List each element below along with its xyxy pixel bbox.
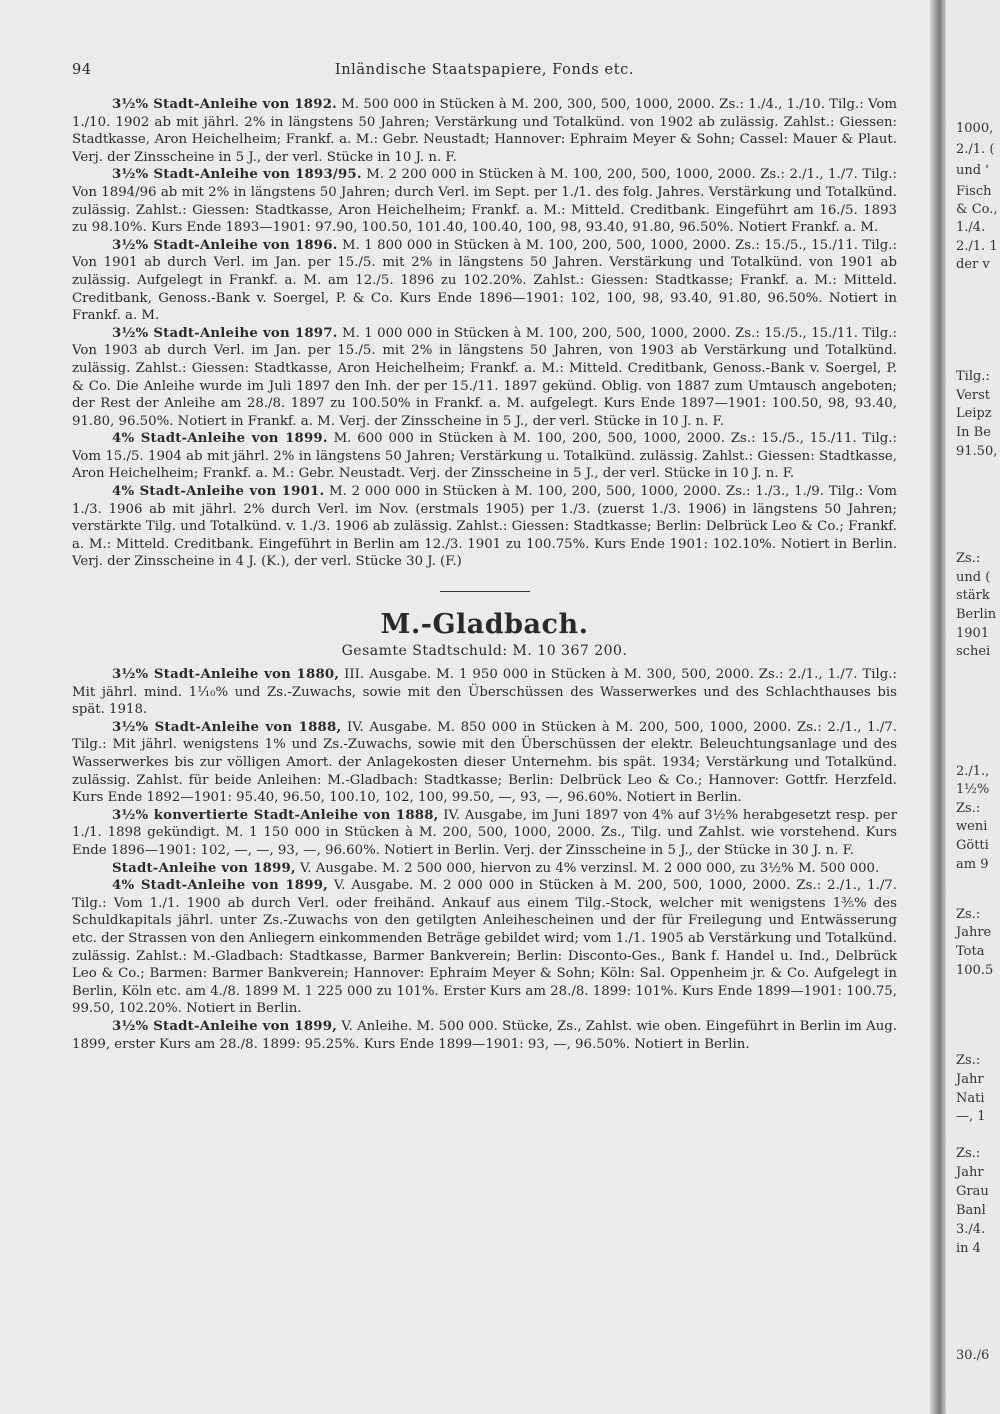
- facing-page-line: und (: [956, 570, 991, 585]
- facing-page-line: 1901: [956, 626, 990, 641]
- book-gutter: [930, 0, 946, 1414]
- facing-page-line: in 4: [956, 1241, 981, 1256]
- bond-entry: [72, 430, 897, 483]
- bond-title: 4% Stadt-Anleihe von 1901.: [112, 484, 325, 500]
- bond-title: Stadt-Anleihe von 1899,: [112, 860, 296, 876]
- city-heading: M.-Gladbach.: [380, 609, 589, 641]
- facing-page-line: Grau: [956, 1184, 989, 1199]
- facing-page-line: Jahre: [956, 925, 992, 940]
- bond-details: III. Ausgabe. M. 1 950 000 in Stücken à M. 300, 500, 2000. Zs.: 2./1., 1./7. Tilg.: Mit jährl. mind. 1¹⁄₁₀% und Zs.-Zuwachs, sowie mit den Überschüssen des Wasserwerkes und des Schlachthauses bis spät. 1918.: [72, 667, 897, 718]
- bond-details: M. 2 200 000 in Stücken à M. 100, 200, 500, 1000, 2000. Zs.: 2./1., 1./7. Tilg.: Von 1894/96 ab mit 2% in längstens 50 Jahren; durch Verl. im Sept. per 1./1. des folg. Jahres. Verstärkung und Totalkünd. zulässig. Zahlst.: Giessen: Stadtkasse, Aron Heichelheim; Frankf. a. M.: Mitteld. Creditbank. Eingeführt am 16./5. 1893 zu 98.10%. Kurs Ende 1893—1901: 97.90, 100.50, 101.40, 100.40, 100, 98, 93.40, 91.80, 96.50%. Notiert Frankf. a. M.: [72, 167, 897, 236]
- facing-page-line: 1./4.: [956, 220, 986, 235]
- section-divider: [440, 591, 530, 592]
- facing-page-line: am 9: [956, 857, 989, 872]
- bond-title: 3½% Stadt-Anleihe von 1880,: [112, 667, 340, 683]
- facing-page-line: Tilg.:: [956, 369, 990, 384]
- bond-entry: [72, 1018, 897, 1053]
- bond-title: 3½% Stadt-Anleihe von 1888,: [112, 719, 342, 735]
- facing-page-line: weni: [956, 819, 988, 834]
- running-title: Inländische Staatspapiere, Fonds etc.: [334, 62, 635, 78]
- facing-page-line: Götti: [956, 838, 989, 853]
- bond-entry: [72, 877, 897, 1018]
- facing-page-line: Zs.:: [956, 907, 981, 922]
- facing-page-line: Leipz: [956, 406, 992, 421]
- bond-details: IV. Ausgabe, im Juni 1897 von 4% auf 3½% herabgesetzt resp. per 1./1. 1898 gekündigt. M. 1 150 000 in Stücken à M. 200, 500, 1000, 2000. Zs., Tilg. und Zahlst. wie vorstehend. Kurs Ende 1896—1901: 102, —, —, 93, —, 96.60%. Notiert in Berlin. Verj. der Zinsscheine in 5 J., der Stücke in 30 J. n. F.: [72, 807, 897, 858]
- facing-page-line: schei: [956, 644, 991, 659]
- bond-details: M. 1 800 000 in Stücken à M. 100, 200, 500, 1000, 2000. Zs.: 15./5., 15./11. Tilg.: Von 1901 ab durch Verl. im Jan. per 15./5. mit 2% in längstens 50 Jahren. Verstärkung und Totalkünd. von 1901 ab zulässig. Aufgelegt in Frankf. a. M. am 12./5. 1896 zu 102.20%. Zahlst.: Giessen: Stadtkasse; Frankf. a. M.: Mitteld. Creditbank, Genoss.-Bank v. Soergel, P. & Co. Kurs Ende 1896—1901: 102, 100, 98, 93.40, 91.80, 96.50%. Notiert in Frankf. a. M.: [72, 237, 897, 324]
- bond-title: 3½% Stadt-Anleihe von 1893/95.: [112, 167, 362, 183]
- facing-page-line: Zs.:: [956, 1053, 981, 1068]
- facing-page-fragment: [946, 0, 1000, 1414]
- facing-page-line: und ': [956, 163, 989, 178]
- bond-title: 4% Stadt-Anleihe von 1899.: [112, 431, 328, 447]
- bond-entry: [72, 237, 897, 325]
- bond-entry: [72, 483, 897, 571]
- section-gladbach-loans: [72, 666, 897, 1053]
- facing-page-line: 30./6: [956, 1348, 990, 1363]
- facing-page-line: Zs.:: [956, 1146, 981, 1161]
- facing-page-line: 1000,: [956, 121, 994, 136]
- bond-details: M. 600 000 in Stücken à M. 100, 200, 500, 1000, 2000. Zs.: 15./5., 15./11. Tilg.: Vom 15./5. 1904 ab mit jährl. 2% in längstens 50 Jahren; Verstärkung u. Totalkünd. zulässig. Zahlst.: Giessen: Stadtkasse, Aron Heichelheim; Frankf. a. M.: Gebr. Neustadt. Verj. der Zinsscheine in 5 J., der verl. Stücke in 10 J. n. F.: [72, 431, 897, 482]
- bond-entry: [72, 860, 897, 878]
- page-body: [72, 96, 897, 1053]
- bond-entry: [72, 96, 897, 166]
- facing-page-line: In Be: [956, 425, 991, 440]
- facing-page-line: 100.5: [956, 963, 994, 978]
- bond-title: 3½% Stadt-Anleihe von 1899,: [112, 1018, 338, 1034]
- facing-page-line: Banl: [956, 1203, 986, 1218]
- facing-page-line: —, 1: [956, 1109, 986, 1124]
- page-number: 94: [72, 62, 92, 78]
- bond-details: M. 1 000 000 in Stücken à M. 100, 200, 500, 1000, 2000. Zs.: 15./5., 15./11. Tilg.: Von 1903 ab durch Verl. im Jan. per 15./5. mit 2% in längstens 50 Jahren, von 1903 ab Verstärkung und Totalkünd. zulässig. Zahlst.: Giessen: Stadtkasse, Aron Heichelheim; Frankf. a. M.: Mitteld. Creditbank, Genoss.-Bank v. Soergel, P. & Co. Die Anleihe wurde im Juli 1897 den Inh. der per 15./11. 1897 gekünd. Oblig. von 1887 zum Umtausch angeboten; der Rest der Anleihe am 28./8. 1897 zu 100.50% in Frankf. a. M. aufgelegt. Kurs Ende 1897—1901: 100.50, 98, 93.40, 91.80, 96.50%. Notiert in Frankf. a. M. Verj. der Zinsscheine in 5 J., der verl. Stücke in 10 J. n. F.: [72, 325, 897, 429]
- bond-entry: [72, 666, 897, 719]
- facing-page-line: der v: [956, 257, 990, 272]
- facing-page-line: 2./1.,: [956, 764, 990, 779]
- bond-title: 3½% konvertierte Stadt-Anleihe von 1888,: [112, 807, 439, 823]
- facing-page-line: 91.50,: [956, 444, 998, 459]
- facing-page-line: Zs.:: [956, 801, 981, 816]
- bond-entry: [72, 325, 897, 431]
- bond-entry: [72, 166, 897, 236]
- bond-title: 3½% Stadt-Anleihe von 1897.: [112, 325, 338, 341]
- bond-entry: [72, 719, 897, 807]
- facing-page-line: Jahr: [956, 1072, 984, 1087]
- bond-details: M. 500 000 in Stücken à M. 200, 300, 500, 1000, 2000. Zs.: 1./4., 1./10. Tilg.: Vom 1./10. 1902 ab mit jährl. 2% in längstens 50 Jahren; Verstärkung und Totalkünd. von 1902 ab zulässig. Zahlst.: Giessen: Stadtkasse, Aron Heichelheim; Frankf. a. M.: Gebr. Neustadt; Hannover: Ephraim Meyer & Sohn; Cassel: Mauer & Plaut. Verj. der Zinsscheine in 5 J., der verl. Stücke in 10 J. n. F.: [72, 97, 897, 165]
- bond-entry: [72, 807, 897, 860]
- facing-page-line: Jahr: [956, 1165, 984, 1180]
- bond-details: M. 2 000 000 in Stücken à M. 100, 200, 500, 1000, 2000. Zs.: 1./3., 1./9. Tilg.: Vom 1./3. 1906 ab mit jährl. 2% durch Verl. im Nov. (erstmals 1905) per 1./3. (zuerst 1./3. 1906) in längstens 50 Jahren; verstärkte Tilg. und Totalkünd. v. 1./3. 1906 ab zulässig. Zahlst.: Giessen: Stadtkasse; Berlin: Delbrück Leo & Co.; Frankf. a. M.: Mitteld. Creditbank. Eingeführt in Berlin am 12./3. 1901 zu 100.75%. Kurs Ende 1901: 102.10%. Notiert in Berlin. Verj. der Zinsscheine in 4 J. (K.), der verl. Stücke 30 J. (F.): [72, 484, 897, 570]
- bond-details: V. Anleihe. M. 500 000. Stücke, Zs., Zahlst. wie oben. Eingeführt in Berlin im Aug. 1899, erster Kurs am 28./8. 1899: 95.25%. Kurs Ende 1899—1901: 93, —, 96.50%. Notiert in Berlin.: [72, 1018, 897, 1052]
- facing-page-line: Fisch: [956, 184, 992, 199]
- facing-page-line: 2./1. 1: [956, 239, 998, 254]
- bond-title: 3½% Stadt-Anleihe von 1896.: [112, 237, 338, 253]
- facing-page-line: Nati: [956, 1091, 985, 1106]
- facing-page-line: & Co.,: [956, 202, 998, 217]
- facing-page-line: 2./1. (: [956, 142, 995, 157]
- facing-page-line: Tota: [956, 944, 985, 959]
- bond-details: V. Ausgabe. M. 2 000 000 in Stücken à M. 200, 500, 1000, 2000. Zs.: 2./1., 1./7. Tilg.: Vom 1./1. 1900 ab durch Verl. oder freihänd. Ankauf aus einem Tilg.-Stock, welcher mit wenigstens 1³⁄₅% des Schuldkapitals jährl. unter Zs.-Zuwachs von den getilgten Anleihescheinen und der für Freilegung und Entwässerung etc. der Strassen von den Anliegern einkommenden Beträge gebildet wird; vom 1./1. 1905 ab Verstärkung und Totalkünd. zulässig. Zahlst.: M.-Gladbach: Stadtkasse, Barmer Bankverein; Berlin: Disconto-Ges., Bank f. Handel u. Ind., Delbrück Leo & Co.; Barmen: Barmer Bankverein; Hannover: Ephraim Meyer & Sohn; Köln: Sal. Oppenheim jr. & Co. Aufgelegt in Berlin, Köln etc. am 4./8. 1899 M. 1 225 000 zu 101%. Erster Kurs am 28./8. 1899: 101%. Kurs Ende 1899—1901: 100.75, 99.50, 102.20%. Notiert in Berlin.: [72, 878, 897, 1017]
- facing-page-line: stärk: [956, 588, 990, 603]
- bond-details: IV. Ausgabe. M. 850 000 in Stücken à M. 200, 500, 1000, 2000. Zs.: 2./1., 1./7. Tilg.: Mit jährl. wenigstens 1% und Zs.-Zuwachs, sowie mit den Überschüssen der elektr. Beleuchtungsanlage und des Wasserwerkes bis zur völligen Amort. der Anlagekosten dieser Unternehm. bis spät. 1934; Verstärkung und Totalkünd. zulässig. Zahlst. für beide Anleihen: M.-Gladbach: Stadtkasse; Berlin: Delbrück Leo & Co.; Hannover: Gottfr. Herzfeld. Kurs Ende 1892—1901: 95.40, 96.50, 100.10, 102, 100, 99.50, —, 93, —, 96.60%. Notiert in Berlin.: [72, 719, 897, 806]
- bond-details: V. Ausgabe. M. 2 500 000, hiervon zu 4% verzinsl. M. 2 000 000, zu 3½% M. 500 000.: [300, 860, 880, 876]
- bond-title: 3½% Stadt-Anleihe von 1892.: [112, 97, 337, 112]
- page-header: [72, 62, 897, 84]
- facing-page-line: 3./4.: [956, 1222, 986, 1237]
- facing-page-line: Verst: [956, 388, 990, 403]
- facing-page-line: Berlin: [956, 607, 997, 622]
- total-debt-line: Gesamte Stadtschuld: M. 10 367 200.: [341, 643, 628, 660]
- facing-page-line: 1½%: [956, 782, 990, 797]
- bond-title: 4% Stadt-Anleihe von 1899,: [112, 878, 328, 894]
- facing-page-line: Zs.:: [956, 551, 981, 566]
- section-giessen-loans: [72, 96, 897, 571]
